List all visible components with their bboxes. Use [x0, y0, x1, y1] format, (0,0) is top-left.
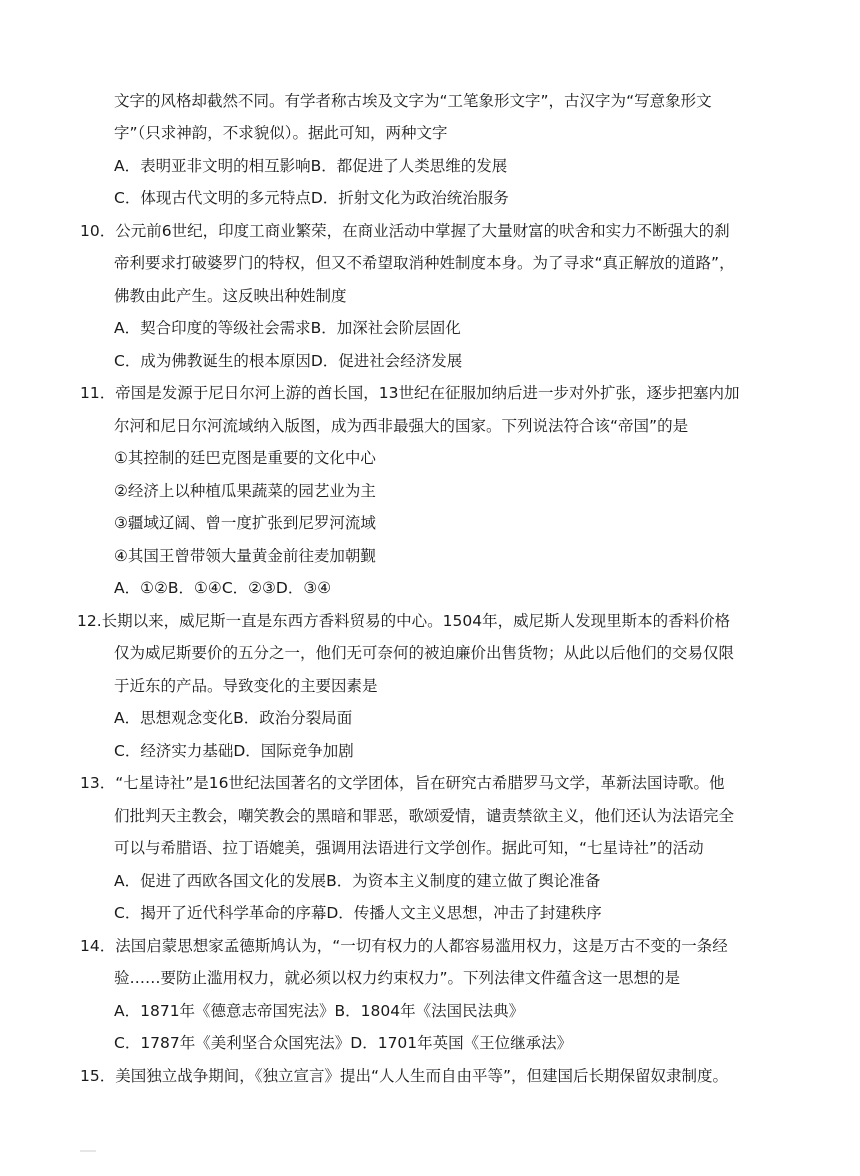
q11-stem-line-1: 11．帝国是发源于尼日尔河上游的酋长国，13世纪在征服加纳后进一步对外扩张，逐步把塞内加	[80, 384, 740, 402]
q13-stem-line-3: 可以与希腊语、拉丁语媲美，强调用法语进行文学创作。据此可知，“七星诗社”的活动	[114, 839, 704, 857]
q11-stem-line-2: 尔河和尼日尔河流域纳入版图，成为西非最强大的国家。下列说法符合该“帝国”的是	[114, 417, 689, 435]
q14-options-ab: A．1871年《德意志帝国宪法》B．1804年《法国民法典》	[114, 1002, 525, 1020]
q10-options-cd: C．成为佛教诞生的根本原因D．促进社会经济发展	[114, 352, 463, 370]
scan-mark	[80, 1150, 96, 1152]
q13-options-cd: C．揭开了近代科学革命的序幕D．传播人文主义思想，冲击了封建秩序	[114, 904, 602, 922]
q11-statement-4: ④其国王曾带领大量黄金前往麦加朝觐	[114, 547, 376, 565]
q9-stem-line-2: 字”（只求神韵，不求貌似）。据此可知，两种文字	[114, 124, 448, 142]
q12-stem-line-1: 12.长期以来，威尼斯一直是东西方香料贸易的中心。1504年，威尼斯人发现里斯本的香料价格	[77, 612, 731, 630]
q13-options-ab: A．促进了西欧各国文化的发展B．为资本主义制度的建立做了舆论准备	[114, 872, 601, 890]
q12-stem-line-3: 于近东的产品。导致变化的主要因素是	[114, 677, 378, 695]
q13-stem-line-1: 13．“七星诗社”是16世纪法国著名的文学团体，旨在研究古希腊罗马文学，革新法国诗歌。他	[80, 774, 725, 792]
q9-stem-line-1: 文字的风格却截然不同。有学者称古埃及文字为“工笔象形文字”，古汉字为“写意象形文	[114, 92, 712, 110]
q12-options-ab: A．思想观念变化B．政治分裂局面	[114, 709, 353, 727]
q14-options-cd: C．1787年《美利坚合众国宪法》D．1701年英国《王位继承法》	[114, 1034, 573, 1052]
q11-statement-2: ②经济上以种植瓜果蔬菜的园艺业为主	[114, 482, 376, 500]
q10-options-ab: A．契合印度的等级社会需求B．加深社会阶层固化	[114, 319, 461, 337]
q12-stem-line-2: 仅为威尼斯要价的五分之一，他们无可奈何的被迫廉价出售货物；从此以后他们的交易仅限	[114, 644, 735, 662]
q13-stem-line-2: 们批判天主教会，嘲笑教会的黑暗和罪恶，歌颂爱情，谴责禁欲主义，他们还认为法语完全	[114, 807, 735, 825]
q14-stem-line-2: 验……要防止滥用权力，就必须以权力约束权力”。下列法律文件蕴含这一思想的是	[114, 969, 681, 987]
q10-stem-line-2: 帝利要求打破婆罗门的特权，但又不希望取消种姓制度本身。为了寻求“真正解放的道路”，	[114, 254, 735, 272]
q14-stem-line-1: 14．法国启蒙思想家孟德斯鸠认为，“一切有权力的人都容易滥用权力，这是万古不变的一条经	[80, 937, 728, 955]
q11-options: A．①②B．①④C．②③D．③④	[114, 579, 332, 597]
q12-options-cd: C．经济实力基础D．国际竞争加剧	[114, 742, 354, 760]
q10-stem-line-3: 佛教由此产生。这反映出种姓制度	[114, 287, 347, 305]
q9-options-ab: A．表明亚非文明的相互影响B．都促进了人类思维的发展	[114, 157, 508, 175]
q15-stem-line-1: 15．美国独立战争期间，《独立宣言》提出“人人生而自由平等”，但建国后长期保留奴隶制度。	[80, 1067, 729, 1085]
q10-stem-line-1: 10．公元前6世纪，印度工商业繁荣，在商业活动中掌握了大量财富的吠舍和实力不断强大的刹	[80, 222, 730, 240]
q11-statement-3: ③疆域辽阔、曾一度扩张到尼罗河流域	[114, 514, 376, 532]
q9-options-cd: C．体现古代文明的多元特点D．折射文化为政治统治服务	[114, 189, 509, 207]
q11-statement-1: ①其控制的廷巴克图是重要的文化中心	[114, 449, 376, 467]
